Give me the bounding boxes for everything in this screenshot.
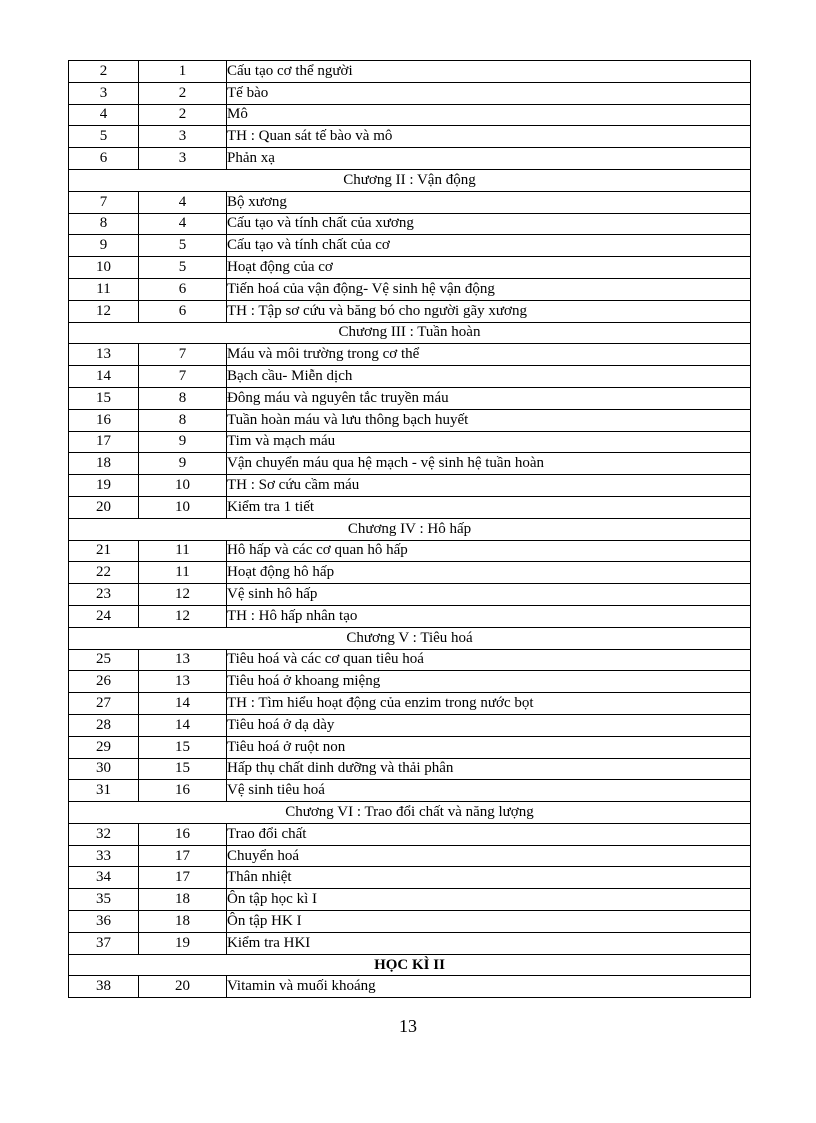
lesson-row [69, 496, 751, 518]
period-cell: 11 [139, 562, 227, 584]
chapter-heading: Chương VI : Trao đổi chất và năng lượng [69, 802, 751, 824]
lesson-title-cell: Phản xạ [227, 148, 751, 170]
lesson-title-cell: Tiến hoá của vận động- Vệ sinh hệ vận động [227, 278, 751, 300]
lesson-title-cell: Chuyển hoá [227, 845, 751, 867]
week-cell: 33 [69, 845, 139, 867]
lesson-title-cell: TH : Quan sát tế bào và mô [227, 126, 751, 148]
lesson-row [69, 823, 751, 845]
lesson-title-cell: Thân nhiệt [227, 867, 751, 889]
week-cell: 31 [69, 780, 139, 802]
lesson-row [69, 540, 751, 562]
period-cell: 3 [139, 126, 227, 148]
chapter-heading-row [69, 518, 751, 540]
lesson-row [69, 148, 751, 170]
week-cell: 29 [69, 736, 139, 758]
lesson-title-cell: Tế bào [227, 82, 751, 104]
lesson-row [69, 366, 751, 388]
semester-heading-row [69, 954, 751, 976]
chapter-heading-row [69, 802, 751, 824]
week-cell: 14 [69, 366, 139, 388]
period-cell: 6 [139, 278, 227, 300]
lesson-row [69, 780, 751, 802]
lesson-title-cell: Máu và môi trường trong cơ thể [227, 344, 751, 366]
lesson-row [69, 82, 751, 104]
week-cell: 3 [69, 82, 139, 104]
period-cell: 2 [139, 104, 227, 126]
lesson-row [69, 889, 751, 911]
lesson-title-cell: TH : Sơ cứu cầm máu [227, 475, 751, 497]
week-cell: 24 [69, 605, 139, 627]
lesson-row [69, 584, 751, 606]
period-cell: 16 [139, 823, 227, 845]
lesson-row [69, 475, 751, 497]
lesson-row [69, 845, 751, 867]
lesson-row [69, 562, 751, 584]
chapter-heading: Chương IV : Hô hấp [69, 518, 751, 540]
week-cell: 7 [69, 191, 139, 213]
week-cell: 20 [69, 496, 139, 518]
lesson-title-cell: Hô hấp và các cơ quan hô hấp [227, 540, 751, 562]
week-cell: 21 [69, 540, 139, 562]
week-cell: 16 [69, 409, 139, 431]
week-cell: 6 [69, 148, 139, 170]
lesson-title-cell: Ôn tập HK I [227, 911, 751, 933]
period-cell: 17 [139, 867, 227, 889]
lesson-row [69, 191, 751, 213]
chapter-heading: Chương V : Tiêu hoá [69, 627, 751, 649]
lesson-title-cell: Tiêu hoá ở dạ dày [227, 714, 751, 736]
period-cell: 13 [139, 671, 227, 693]
week-cell: 11 [69, 278, 139, 300]
lesson-row [69, 431, 751, 453]
period-cell: 2 [139, 82, 227, 104]
period-cell: 9 [139, 431, 227, 453]
week-cell: 38 [69, 976, 139, 998]
lesson-row [69, 235, 751, 257]
week-cell: 37 [69, 932, 139, 954]
lesson-row [69, 104, 751, 126]
lesson-row [69, 409, 751, 431]
lesson-title-cell: Cấu tạo cơ thể người [227, 61, 751, 83]
lesson-title-cell: Hấp thụ chất dinh dưỡng và thải phân [227, 758, 751, 780]
lesson-row [69, 671, 751, 693]
week-cell: 19 [69, 475, 139, 497]
lesson-title-cell: Hoạt động của cơ [227, 257, 751, 279]
period-cell: 8 [139, 409, 227, 431]
week-cell: 23 [69, 584, 139, 606]
lesson-title-cell: Vitamin và muối khoáng [227, 976, 751, 998]
lesson-row [69, 61, 751, 83]
page-number: 13 [399, 1016, 417, 1036]
chapter-heading-row [69, 322, 751, 344]
semester-heading: HỌC KÌ II [69, 954, 751, 976]
period-cell: 14 [139, 693, 227, 715]
lesson-row [69, 649, 751, 671]
lesson-row [69, 257, 751, 279]
period-cell: 11 [139, 540, 227, 562]
lesson-plan-table [68, 60, 751, 998]
period-cell: 17 [139, 845, 227, 867]
period-cell: 10 [139, 496, 227, 518]
period-cell: 10 [139, 475, 227, 497]
week-cell: 13 [69, 344, 139, 366]
lesson-title-cell: Tiêu hoá và các cơ quan tiêu hoá [227, 649, 751, 671]
period-cell: 15 [139, 736, 227, 758]
week-cell: 2 [69, 61, 139, 83]
lesson-row [69, 213, 751, 235]
chapter-heading-row [69, 169, 751, 191]
week-cell: 27 [69, 693, 139, 715]
week-cell: 34 [69, 867, 139, 889]
week-cell: 10 [69, 257, 139, 279]
lesson-title-cell: Tiêu hoá ở ruột non [227, 736, 751, 758]
week-cell: 4 [69, 104, 139, 126]
lesson-title-cell: Tim và mạch máu [227, 431, 751, 453]
lesson-row [69, 605, 751, 627]
period-cell: 12 [139, 605, 227, 627]
period-cell: 20 [139, 976, 227, 998]
period-cell: 1 [139, 61, 227, 83]
period-cell: 19 [139, 932, 227, 954]
period-cell: 16 [139, 780, 227, 802]
lesson-title-cell: Đông máu và nguyên tắc truyền máu [227, 387, 751, 409]
period-cell: 6 [139, 300, 227, 322]
lesson-row [69, 736, 751, 758]
period-cell: 15 [139, 758, 227, 780]
period-cell: 18 [139, 889, 227, 911]
lesson-title-cell: Vệ sinh tiêu hoá [227, 780, 751, 802]
period-cell: 3 [139, 148, 227, 170]
lesson-row [69, 976, 751, 998]
period-cell: 7 [139, 366, 227, 388]
week-cell: 26 [69, 671, 139, 693]
week-cell: 9 [69, 235, 139, 257]
period-cell: 8 [139, 387, 227, 409]
lesson-row [69, 932, 751, 954]
lesson-title-cell: Cấu tạo và tính chất của xương [227, 213, 751, 235]
period-cell: 12 [139, 584, 227, 606]
lesson-row [69, 758, 751, 780]
period-cell: 14 [139, 714, 227, 736]
period-cell: 5 [139, 235, 227, 257]
lesson-title-cell: Kiểm tra 1 tiết [227, 496, 751, 518]
period-cell: 9 [139, 453, 227, 475]
week-cell: 17 [69, 431, 139, 453]
week-cell: 12 [69, 300, 139, 322]
lesson-title-cell: Tiêu hoá ở khoang miệng [227, 671, 751, 693]
lesson-row [69, 278, 751, 300]
chapter-heading: Chương III : Tuần hoàn [69, 322, 751, 344]
week-cell: 30 [69, 758, 139, 780]
lesson-plan-body [69, 61, 751, 998]
week-cell: 5 [69, 126, 139, 148]
lesson-row [69, 453, 751, 475]
period-cell: 4 [139, 191, 227, 213]
lesson-title-cell: Cấu tạo và tính chất của cơ [227, 235, 751, 257]
lesson-row [69, 126, 751, 148]
lesson-title-cell: Vệ sinh hô hấp [227, 584, 751, 606]
week-cell: 28 [69, 714, 139, 736]
lesson-title-cell: Kiểm tra HKI [227, 932, 751, 954]
lesson-row [69, 300, 751, 322]
lesson-row [69, 911, 751, 933]
period-cell: 18 [139, 911, 227, 933]
week-cell: 22 [69, 562, 139, 584]
week-cell: 15 [69, 387, 139, 409]
lesson-title-cell: TH : Hô hấp nhân tạo [227, 605, 751, 627]
lesson-title-cell: TH : Tìm hiểu hoạt động của enzim trong nước bọt [227, 693, 751, 715]
week-cell: 25 [69, 649, 139, 671]
lesson-title-cell: Bộ xương [227, 191, 751, 213]
period-cell: 4 [139, 213, 227, 235]
period-cell: 13 [139, 649, 227, 671]
chapter-heading: Chương II : Vận động [69, 169, 751, 191]
lesson-title-cell: Ôn tập học kì I [227, 889, 751, 911]
lesson-title-cell: Trao đổi chất [227, 823, 751, 845]
lesson-row [69, 867, 751, 889]
week-cell: 35 [69, 889, 139, 911]
lesson-title-cell: Mô [227, 104, 751, 126]
lesson-title-cell: TH : Tập sơ cứu và băng bó cho người gãy xương [227, 300, 751, 322]
lesson-title-cell: Vận chuyển máu qua hệ mạch - vệ sinh hệ tuần hoàn [227, 453, 751, 475]
week-cell: 18 [69, 453, 139, 475]
period-cell: 5 [139, 257, 227, 279]
lesson-title-cell: Hoạt động hô hấp [227, 562, 751, 584]
lesson-row [69, 693, 751, 715]
lesson-row [69, 714, 751, 736]
chapter-heading-row [69, 627, 751, 649]
lesson-title-cell: Tuần hoàn máu và lưu thông bạch huyết [227, 409, 751, 431]
lesson-row [69, 344, 751, 366]
week-cell: 36 [69, 911, 139, 933]
period-cell: 7 [139, 344, 227, 366]
lesson-row [69, 387, 751, 409]
week-cell: 32 [69, 823, 139, 845]
week-cell: 8 [69, 213, 139, 235]
lesson-title-cell: Bạch cầu- Miễn dịch [227, 366, 751, 388]
